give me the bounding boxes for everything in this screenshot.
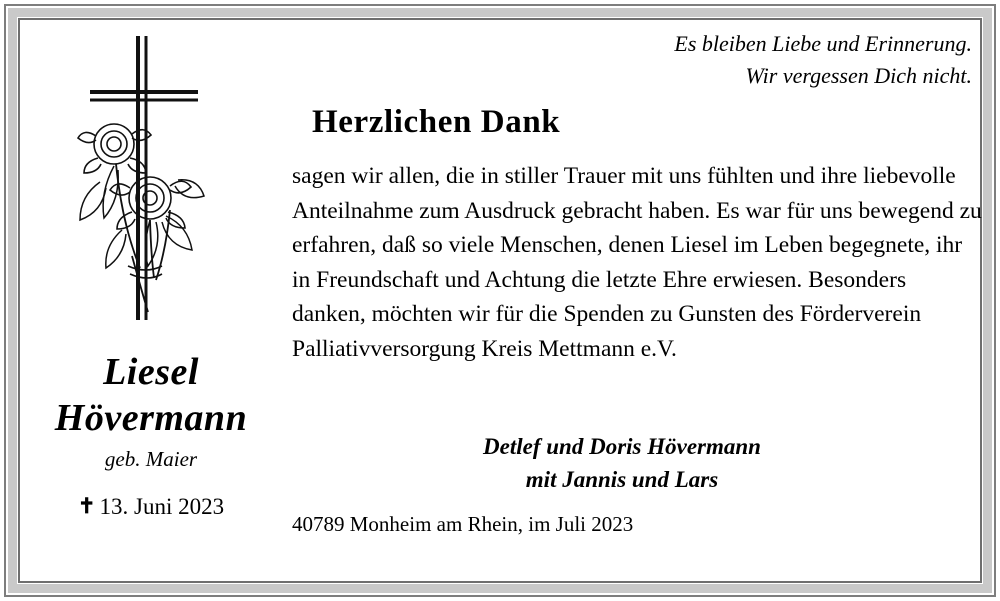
deceased-maiden-name: geb. Maier <box>104 447 198 471</box>
right-column <box>290 22 982 579</box>
cross-with-roses-icon <box>70 30 240 330</box>
deceased-first-name: Liesel <box>103 351 199 393</box>
motto-line-1: Es bleiben Liebe und Erinnerung. <box>674 31 972 56</box>
cross-icon: ✝ <box>77 494 96 518</box>
thanks-heading: Herzlichen Dank <box>312 104 561 140</box>
deceased-block <box>22 350 280 527</box>
motto-line-2: Wir vergessen Dich nicht. <box>745 63 972 88</box>
place-and-date: 40789 Monheim am Rhein, im Juli 2023 <box>292 512 634 536</box>
signature-line-2: mit Jannis und Lars <box>525 467 719 492</box>
notice-content <box>22 22 982 579</box>
deceased-last-name: Hövermann <box>54 397 248 439</box>
death-date-line <box>22 486 280 527</box>
signature-line-1: Detlef und Doris Hövermann <box>483 434 761 459</box>
left-column <box>22 22 280 579</box>
signature-block <box>292 430 952 496</box>
thanks-body-text: sagen wir allen, die in stiller Trauer mit uns fühlten und ihre liebevolle Anteilnahme zum Ausdruck gebracht haben. Es war für uns bewegend zu erfahren, daß so viele Menschen, denen Liesel im Leben begegnete, ihr in Freundschaft und Achtung die letzte Ehre erwiesen. Besonders danken, möchten wir für die Spenden zu Gunsten des Förderverein Palliativversorgung Kreis Mettmann e.V. <box>292 163 982 362</box>
death-date: 13. Juni 2023 <box>99 494 225 519</box>
motto-block <box>674 28 972 92</box>
